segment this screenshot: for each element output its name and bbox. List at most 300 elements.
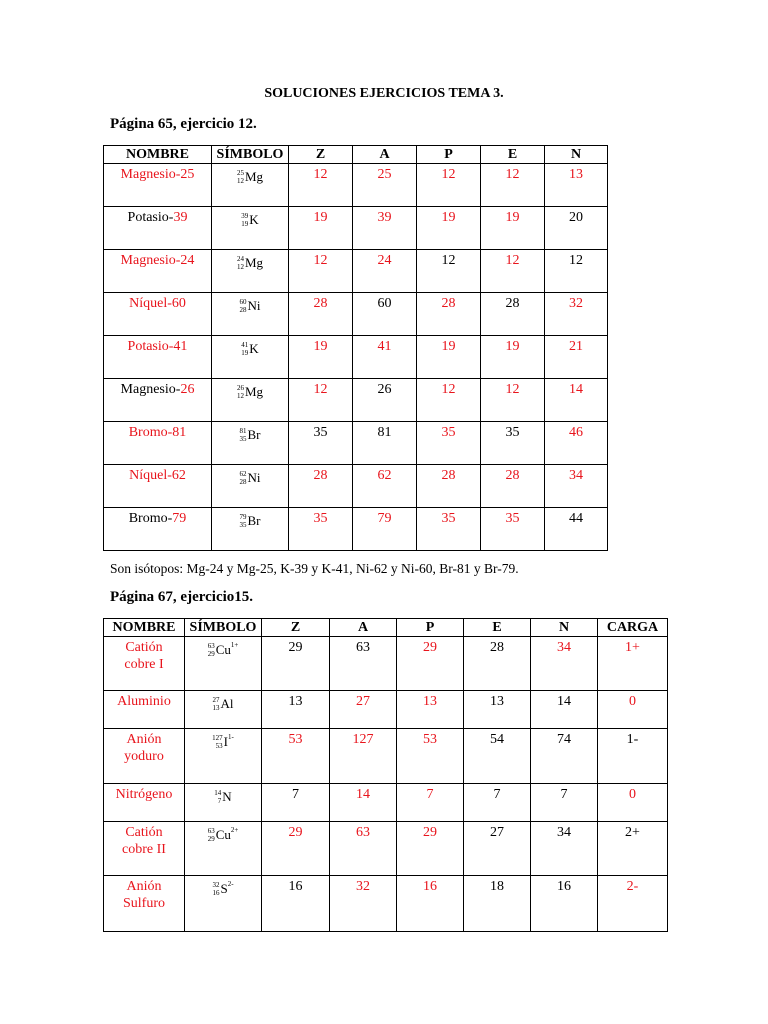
value-cell — [481, 293, 545, 336]
element-name: Potasio-41 — [127, 339, 188, 354]
nuclide-indices — [237, 255, 244, 271]
nuclide-symbol — [212, 734, 234, 750]
table-row — [104, 876, 668, 932]
value-cell — [289, 465, 353, 508]
cell-value: 12 — [313, 253, 328, 268]
ion-charge: 1+ — [230, 641, 239, 649]
value-cell — [397, 637, 464, 691]
cell-value: 29 — [288, 825, 303, 840]
table-row — [104, 422, 608, 465]
nuclide-indices — [214, 789, 221, 805]
element-symbol: K — [249, 212, 259, 227]
cell-value: 60 — [377, 296, 392, 311]
mass-number: 41 — [241, 341, 249, 349]
value-cell — [545, 164, 608, 207]
table-row — [104, 637, 668, 691]
cell-value: 19 — [441, 210, 456, 225]
mass-number: 60 — [239, 298, 247, 306]
value-cell — [353, 379, 417, 422]
element-name-cell — [104, 293, 212, 336]
value-cell — [464, 729, 531, 784]
cell-value: 28 — [441, 468, 456, 483]
value-cell — [531, 729, 598, 784]
nuclide-indices — [241, 341, 248, 357]
cell-value: 7 — [292, 787, 299, 802]
nuclide-indices — [240, 427, 247, 443]
nuclide-indices — [213, 696, 220, 712]
cell-value: 12 — [569, 253, 583, 268]
nuclide-indices — [212, 881, 219, 897]
nuclide-symbol — [212, 881, 233, 897]
value-cell — [353, 422, 417, 465]
cell-value: 39 — [377, 210, 392, 225]
cell-value: 2- — [626, 879, 639, 894]
value-cell — [289, 293, 353, 336]
cell-value: 35 — [441, 425, 456, 440]
column-header: SÍMBOLO — [212, 146, 289, 164]
element-name-cell — [104, 250, 212, 293]
cell-value: 35 — [441, 511, 456, 526]
isotopes-table — [103, 145, 608, 551]
nuclide-indices — [237, 169, 244, 185]
value-cell — [397, 784, 464, 822]
cell-value: 14 — [569, 382, 583, 397]
mass-number: 25 — [236, 169, 244, 177]
cell-value: 19 — [441, 339, 456, 354]
cell-value: 12 — [505, 253, 520, 268]
nuclide-symbol — [214, 789, 231, 805]
column-header: Z — [262, 619, 330, 637]
value-cell — [545, 336, 608, 379]
nuclide-indices — [241, 212, 248, 228]
value-cell — [353, 164, 417, 207]
element-name: 79 — [172, 511, 187, 526]
nuclide-indices — [240, 470, 247, 486]
table-header-row — [104, 619, 668, 637]
symbol-cell — [212, 379, 289, 422]
symbol-cell — [185, 729, 262, 784]
column-header: P — [417, 146, 481, 164]
cell-value: 32 — [569, 296, 583, 311]
value-cell — [464, 784, 531, 822]
cell-value: 35 — [313, 425, 328, 440]
value-cell — [353, 250, 417, 293]
value-cell — [481, 207, 545, 250]
value-cell — [417, 164, 481, 207]
cell-value: 18 — [490, 879, 504, 894]
ion-name-cell — [104, 637, 185, 691]
nuclide-symbol — [237, 169, 263, 185]
cell-value: 16 — [423, 879, 437, 894]
mass-number: 24 — [236, 255, 244, 263]
value-cell — [289, 250, 353, 293]
cell-value: 34 — [569, 468, 583, 483]
cell-value: 63 — [356, 825, 370, 840]
ion-charge: 2+ — [230, 826, 239, 834]
mass-number: 27 — [212, 696, 220, 704]
nuclide-symbol — [241, 212, 258, 228]
nuclide-symbol — [240, 427, 261, 443]
symbol-cell — [212, 250, 289, 293]
value-cell — [531, 691, 598, 729]
element-symbol: Mg — [244, 384, 264, 399]
column-header: E — [481, 146, 545, 164]
ion-name-cell — [104, 784, 185, 822]
element-name: Bromo-81 — [128, 425, 187, 440]
element-symbol: S — [220, 881, 228, 896]
table-row — [104, 379, 608, 422]
cell-value: 0 — [629, 694, 636, 709]
nuclide-indices — [212, 734, 223, 750]
table-row — [104, 691, 668, 729]
mass-number: 63 — [207, 827, 215, 835]
cell-value: 29 — [423, 825, 437, 840]
ion-name-cell — [104, 876, 185, 932]
value-cell — [531, 822, 598, 876]
value-cell — [262, 691, 330, 729]
table-row — [104, 293, 608, 336]
value-cell — [353, 336, 417, 379]
cell-value: 27 — [490, 825, 504, 840]
cell-value: 7 — [560, 787, 568, 802]
column-header: Z — [289, 146, 353, 164]
symbol-cell — [212, 336, 289, 379]
table-row — [104, 250, 608, 293]
value-cell — [598, 876, 668, 932]
atomic-number: 12 — [236, 263, 244, 271]
value-cell — [545, 293, 608, 336]
value-cell — [397, 729, 464, 784]
element-name: Magnesio-25 — [120, 167, 195, 182]
cell-value: 28 — [505, 296, 520, 311]
value-cell — [545, 465, 608, 508]
cell-value: 54 — [490, 732, 504, 747]
value-cell — [330, 691, 397, 729]
symbol-cell — [185, 691, 262, 729]
cell-value: 13 — [569, 167, 583, 182]
column-header: CARGA — [598, 619, 668, 637]
value-cell — [598, 822, 668, 876]
ion-charge: 2- — [227, 880, 234, 888]
cell-value: 35 — [313, 511, 328, 526]
column-header: P — [397, 619, 464, 637]
nuclide-symbol — [240, 513, 261, 529]
element-symbol: K — [249, 341, 259, 356]
mass-number: 63 — [207, 642, 215, 650]
element-symbol: Br — [247, 513, 261, 528]
value-cell — [330, 729, 397, 784]
cell-value: 19 — [505, 339, 520, 354]
element-name: Níquel-62 — [129, 468, 186, 483]
atomic-number: 19 — [241, 220, 249, 228]
cell-value: 34 — [557, 640, 571, 655]
value-cell — [353, 293, 417, 336]
ion-name-line: Sulfuro — [123, 896, 165, 911]
value-cell — [417, 250, 481, 293]
ion-name-line: cobre I — [124, 657, 164, 672]
value-cell — [417, 422, 481, 465]
mass-number: 62 — [239, 470, 247, 478]
mass-number: 14 — [214, 789, 222, 797]
cell-value: 7 — [426, 787, 434, 802]
cell-value: 127 — [352, 732, 374, 747]
value-cell — [289, 379, 353, 422]
value-cell — [481, 336, 545, 379]
cell-value: 16 — [557, 879, 571, 894]
cell-value: 27 — [356, 694, 370, 709]
column-header: NOMBRE — [104, 146, 212, 164]
element-symbol: Cu — [215, 642, 231, 657]
element-name-cell — [104, 379, 212, 422]
element-name: 26 — [180, 382, 195, 397]
atomic-number: 35 — [239, 435, 247, 443]
cell-value: 28 — [490, 640, 504, 655]
cell-value: 28 — [505, 468, 520, 483]
atomic-number: 12 — [236, 392, 244, 400]
element-name-cell — [104, 336, 212, 379]
section1-heading: Página 65, ejercicio 12. — [110, 116, 257, 132]
cell-value: 24 — [377, 253, 392, 268]
ion-name-line: cobre II — [122, 842, 166, 857]
cell-value: 13 — [423, 694, 437, 709]
cell-value: 44 — [569, 511, 583, 526]
ion-name-line: yoduro — [124, 749, 164, 764]
table-row — [104, 164, 608, 207]
value-cell — [481, 250, 545, 293]
value-cell — [545, 207, 608, 250]
symbol-cell — [212, 465, 289, 508]
value-cell — [289, 336, 353, 379]
nuclide-symbol — [240, 298, 261, 314]
nuclide-indices — [208, 642, 215, 658]
ions-table — [103, 618, 668, 932]
cell-value: 53 — [423, 732, 437, 747]
element-symbol: Ni — [247, 298, 261, 313]
column-header: N — [545, 146, 608, 164]
symbol-cell — [212, 207, 289, 250]
cell-value: 53 — [288, 732, 303, 747]
cell-value: 12 — [505, 167, 520, 182]
value-cell — [481, 379, 545, 422]
column-header: NOMBRE — [104, 619, 185, 637]
cell-value: 74 — [557, 732, 571, 747]
cell-value: 12 — [441, 253, 456, 268]
element-symbol: N — [222, 789, 232, 804]
value-cell — [531, 876, 598, 932]
value-cell — [417, 207, 481, 250]
ion-name-cell — [104, 822, 185, 876]
value-cell — [353, 207, 417, 250]
document-title: SOLUCIONES EJERCICIOS TEMA 3. — [264, 86, 504, 101]
table-row — [104, 207, 608, 250]
table-row — [104, 729, 668, 784]
symbol-cell — [185, 637, 262, 691]
value-cell — [464, 876, 531, 932]
cell-value: 46 — [569, 425, 583, 440]
element-name: Potasio- — [127, 210, 174, 225]
element-symbol: Br — [247, 427, 261, 442]
value-cell — [289, 207, 353, 250]
table-header-row — [104, 146, 608, 164]
cell-value: 34 — [557, 825, 571, 840]
ion-name-line: Catión — [125, 640, 163, 655]
table-row — [104, 822, 668, 876]
table-row — [104, 465, 608, 508]
value-cell — [481, 164, 545, 207]
nuclide-symbol — [208, 642, 239, 658]
atomic-number: 12 — [236, 177, 244, 185]
table-row — [104, 784, 668, 822]
ion-name-cell — [104, 729, 185, 784]
mass-number: 26 — [236, 384, 244, 392]
element-symbol: Cu — [215, 827, 231, 842]
cell-value: 29 — [423, 640, 437, 655]
value-cell — [545, 250, 608, 293]
mass-number: 39 — [241, 212, 249, 220]
ion-name-line: Catión — [125, 825, 163, 840]
cell-value: 35 — [505, 425, 520, 440]
atomic-number: 7 — [217, 797, 222, 805]
value-cell — [464, 822, 531, 876]
cell-value: 12 — [505, 382, 520, 397]
nuclide-indices — [240, 513, 247, 529]
element-name-cell — [104, 164, 212, 207]
value-cell — [598, 784, 668, 822]
value-cell — [598, 637, 668, 691]
cell-value: 32 — [356, 879, 370, 894]
element-symbol: Al — [220, 696, 234, 711]
table-row — [104, 336, 608, 379]
value-cell — [417, 293, 481, 336]
mass-number: 79 — [239, 513, 247, 521]
cell-value: 81 — [377, 425, 392, 440]
ion-charge: 1- — [228, 733, 234, 741]
element-name-cell — [104, 422, 212, 465]
cell-value: 13 — [288, 694, 303, 709]
value-cell — [481, 465, 545, 508]
symbol-cell — [212, 422, 289, 465]
element-symbol: Ni — [247, 470, 261, 485]
mass-number: 81 — [239, 427, 247, 435]
value-cell — [531, 637, 598, 691]
atomic-number: 13 — [212, 704, 220, 712]
value-cell — [531, 784, 598, 822]
value-cell — [262, 637, 330, 691]
value-cell — [330, 876, 397, 932]
symbol-cell — [185, 876, 262, 932]
cell-value: 0 — [629, 787, 636, 802]
cell-value: 12 — [441, 167, 456, 182]
nuclide-symbol — [240, 470, 261, 486]
column-header: E — [464, 619, 531, 637]
cell-value: 21 — [569, 339, 583, 354]
ion-name-line: Aluminio — [117, 694, 171, 709]
cell-value: 13 — [490, 694, 504, 709]
cell-value: 12 — [313, 167, 328, 182]
cell-value: 20 — [569, 210, 583, 225]
symbol-cell — [185, 822, 262, 876]
cell-value: 1- — [626, 732, 639, 747]
value-cell — [464, 637, 531, 691]
value-cell — [397, 691, 464, 729]
symbol-cell — [212, 293, 289, 336]
value-cell — [262, 784, 330, 822]
value-cell — [262, 876, 330, 932]
nuclide-indices — [208, 827, 215, 843]
value-cell — [353, 508, 417, 551]
ion-name-line: Anión — [126, 879, 162, 894]
nuclide-symbol — [237, 255, 263, 271]
element-symbol: I — [223, 734, 228, 749]
value-cell — [417, 508, 481, 551]
symbol-cell — [185, 784, 262, 822]
value-cell — [397, 876, 464, 932]
symbol-cell — [212, 164, 289, 207]
cell-value: 28 — [313, 468, 328, 483]
cell-value: 14 — [356, 787, 370, 802]
value-cell — [397, 822, 464, 876]
value-cell — [262, 729, 330, 784]
value-cell — [289, 508, 353, 551]
cell-value: 19 — [505, 210, 520, 225]
cell-value: 41 — [377, 339, 392, 354]
element-name-cell — [104, 207, 212, 250]
atomic-number: 53 — [215, 742, 223, 750]
value-cell — [417, 465, 481, 508]
cell-value: 14 — [557, 694, 571, 709]
element-name: Magnesio-24 — [120, 253, 195, 268]
value-cell — [417, 336, 481, 379]
cell-value: 79 — [377, 511, 392, 526]
element-name: Níquel-60 — [129, 296, 186, 311]
cell-value: 2+ — [625, 825, 640, 840]
column-header: A — [330, 619, 397, 637]
value-cell — [353, 465, 417, 508]
column-header: A — [353, 146, 417, 164]
value-cell — [481, 422, 545, 465]
column-header: N — [531, 619, 598, 637]
cell-value: 28 — [441, 296, 456, 311]
cell-value: 19 — [313, 339, 328, 354]
atomic-number: 28 — [239, 478, 247, 486]
ion-name-cell — [104, 691, 185, 729]
value-cell — [330, 784, 397, 822]
value-cell — [330, 637, 397, 691]
nuclide-symbol — [213, 696, 234, 712]
element-name-cell — [104, 465, 212, 508]
value-cell — [598, 729, 668, 784]
value-cell — [262, 822, 330, 876]
atomic-number: 29 — [207, 650, 215, 658]
mass-number: 127 — [212, 734, 223, 742]
symbol-cell — [212, 508, 289, 551]
cell-value: 12 — [313, 382, 328, 397]
cell-value: 1+ — [625, 640, 640, 655]
cell-value: 29 — [288, 640, 303, 655]
value-cell — [289, 164, 353, 207]
cell-value: 7 — [493, 787, 501, 802]
cell-value: 19 — [313, 210, 328, 225]
element-name-cell — [104, 508, 212, 551]
atomic-number: 35 — [239, 521, 247, 529]
value-cell — [464, 691, 531, 729]
value-cell — [545, 422, 608, 465]
cell-value: 25 — [377, 167, 392, 182]
cell-value: 62 — [377, 468, 392, 483]
cell-value: 16 — [288, 879, 303, 894]
nuclide-symbol — [237, 384, 263, 400]
nuclide-indices — [237, 384, 244, 400]
